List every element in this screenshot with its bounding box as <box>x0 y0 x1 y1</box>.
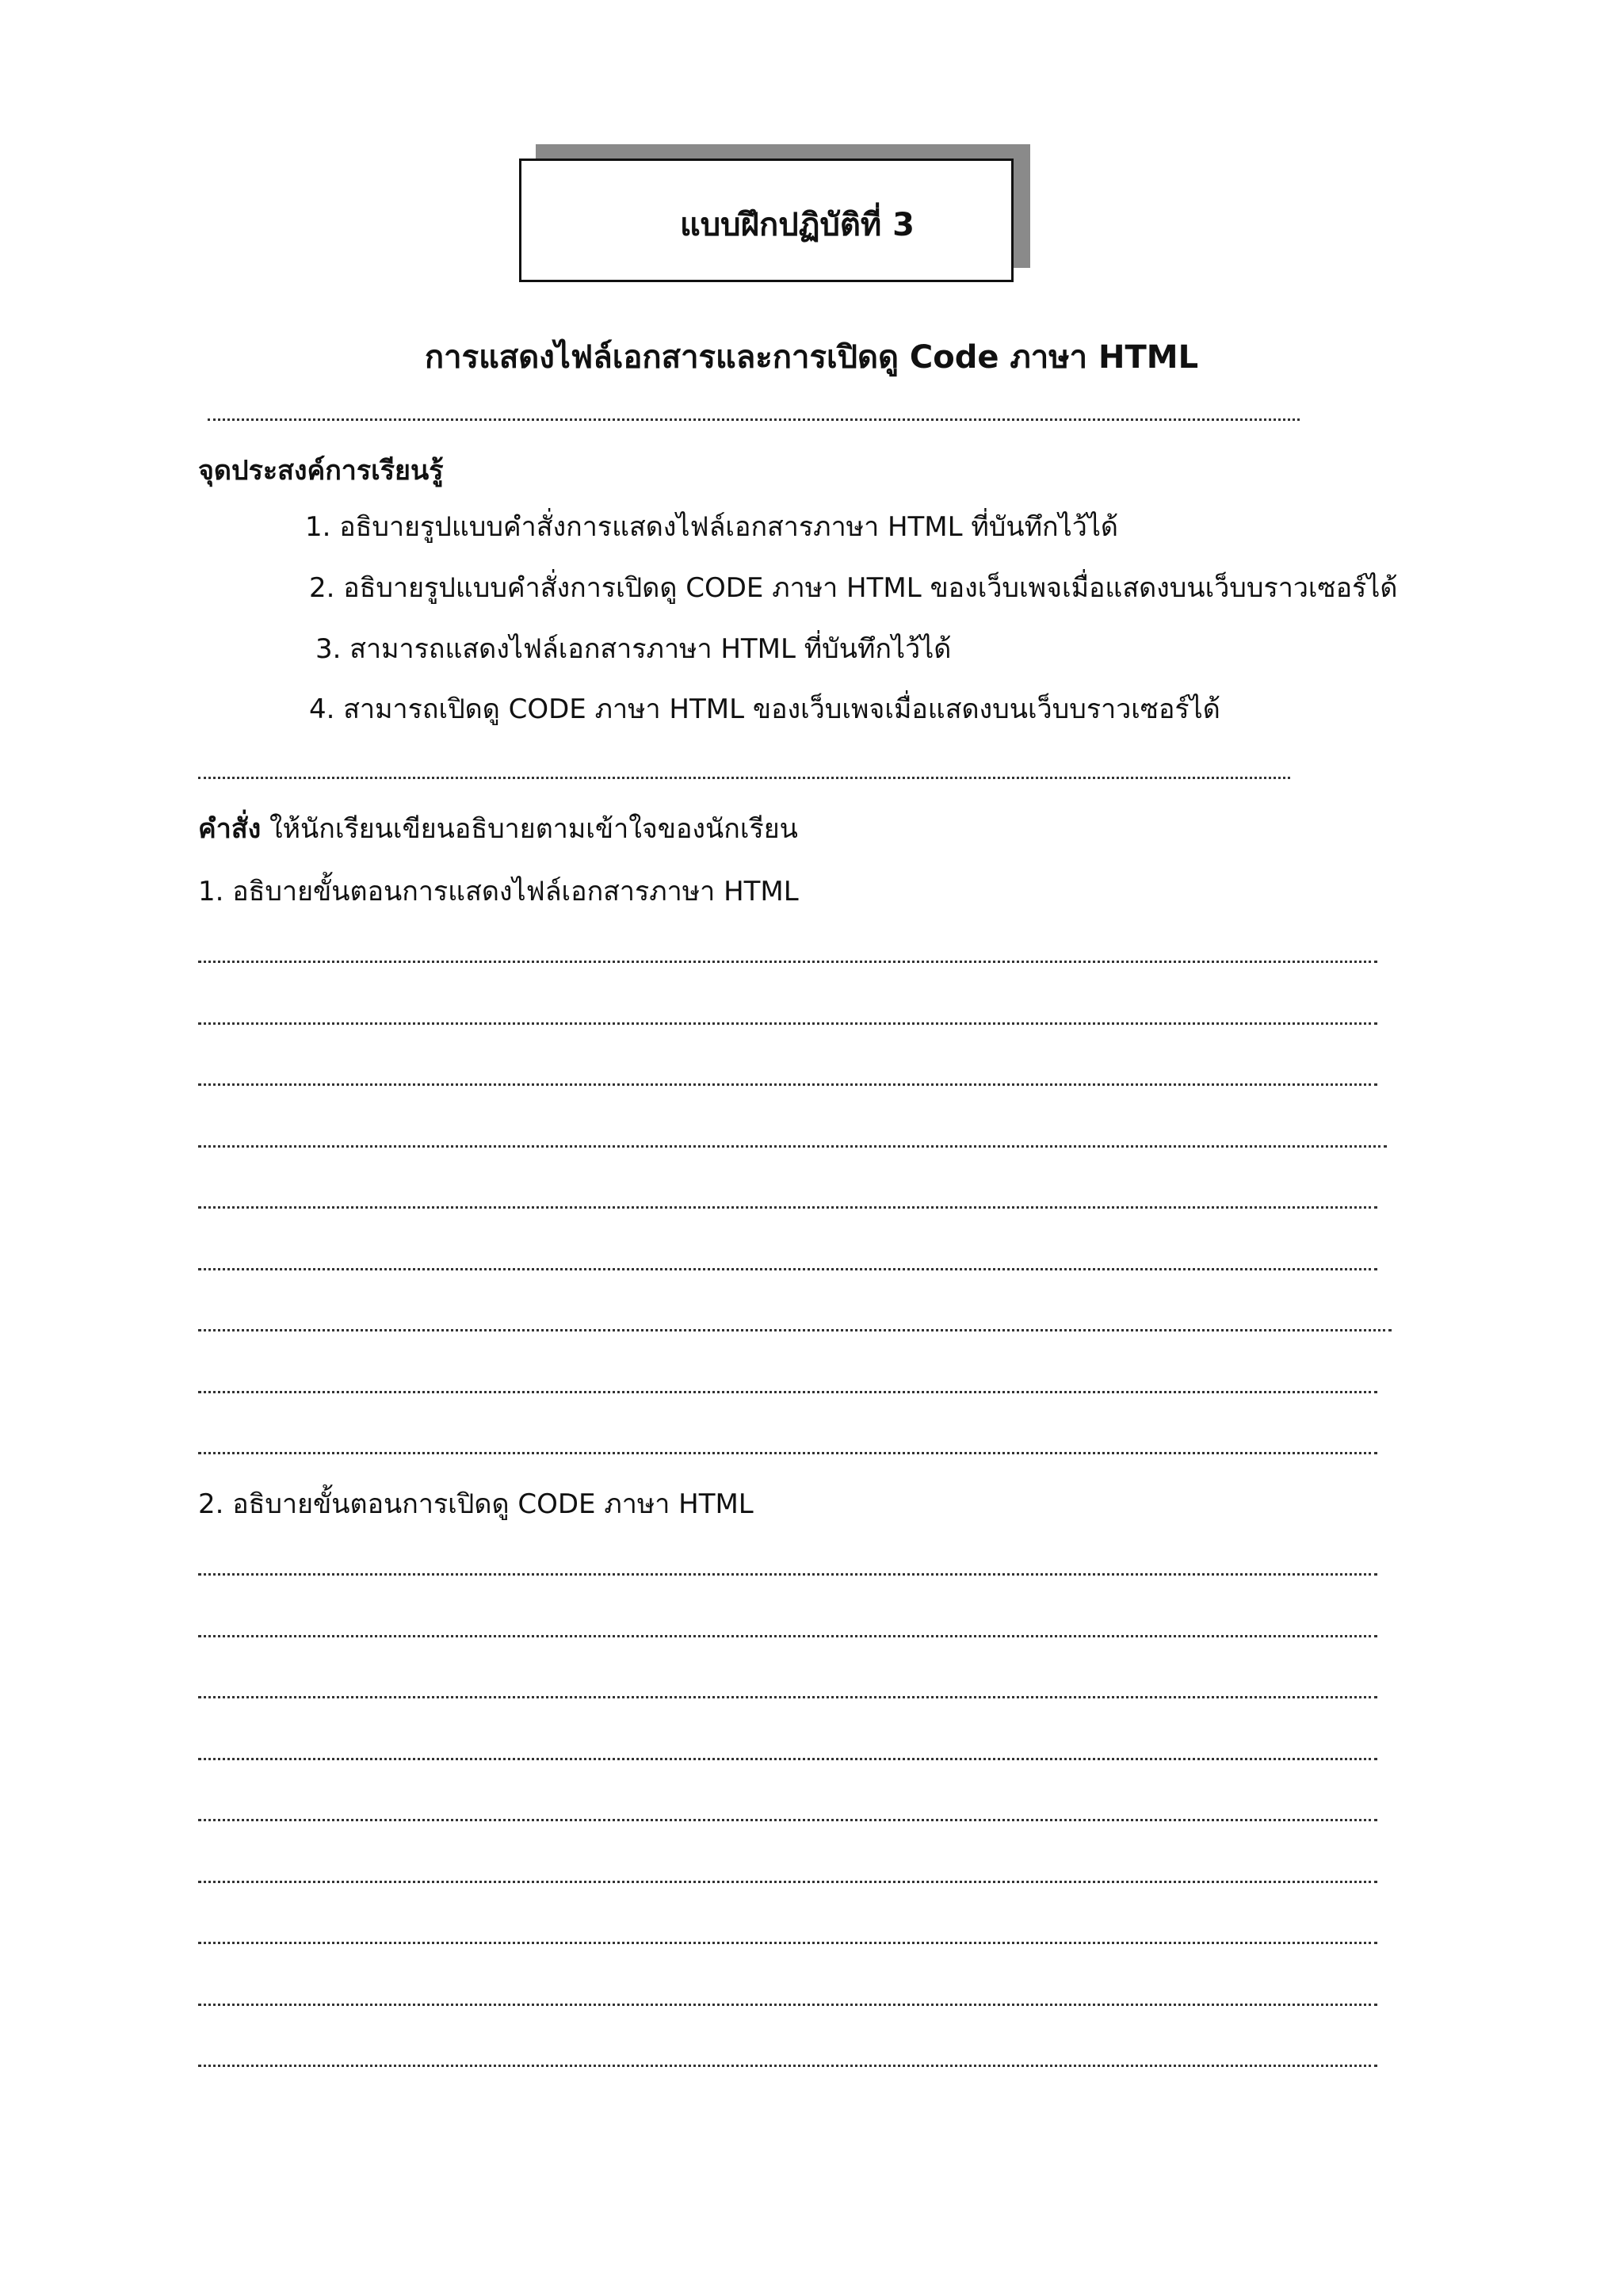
answer-line-q1 <box>198 961 1377 963</box>
answer-line-q2 <box>198 2004 1377 2006</box>
objective-item: 3. สามารถแสดงไฟล์เอกสารภาษา HTML ที่บันทึกไว้ได้ <box>315 633 952 665</box>
answer-line-q1 <box>198 1391 1377 1393</box>
worksheet-title: แบบฝึกปฏิบัติที่ 3 <box>680 207 915 243</box>
objectives-heading: จุดประสงค์การเรียนรู้ <box>198 455 444 487</box>
answer-line-q2 <box>198 1696 1377 1698</box>
answer-line-q2 <box>198 1758 1377 1760</box>
answer-line-q1 <box>198 1083 1377 1086</box>
answer-line-q1 <box>198 1145 1387 1148</box>
answer-line-q2 <box>198 2065 1377 2067</box>
objective-item: 4. สามารถเปิดดู CODE ภาษา HTML ของเว็บเพจเมื่อแสดงบนเว็บบราวเซอร์ได้ <box>309 693 1220 725</box>
answer-line-q1 <box>198 1452 1377 1454</box>
question-1: 1. อธิบายขั้นตอนการแสดงไฟล์เอกสารภาษา HTML <box>198 876 799 907</box>
answer-line-q2 <box>198 1573 1377 1576</box>
answer-line-q1 <box>198 1268 1377 1270</box>
title-box <box>519 159 1014 282</box>
answer-line-q1 <box>198 1206 1377 1209</box>
instruction-text: ให้นักเรียนเขียนอธิบายตามเข้าใจของนักเรียน <box>261 813 798 845</box>
separator-line <box>208 418 1300 421</box>
worksheet-subtitle: การแสดงไฟล์เอกสารและการเปิดดู Code ภาษา HTML <box>424 339 1199 376</box>
objective-item: 2. อธิบายรูปแบบคำสั่งการเปิดดู CODE ภาษา HTML ของเว็บเพจเมื่อแสดงบนเว็บบราวเซอร์ได้ <box>309 572 1398 604</box>
separator-line <box>198 777 1290 779</box>
answer-line-q2 <box>198 1881 1377 1883</box>
instruction <box>198 812 798 846</box>
answer-line-q2 <box>198 1635 1377 1637</box>
instruction-label: คำสั่ง <box>198 813 262 845</box>
question-2: 2. อธิบายขั้นตอนการเปิดดู CODE ภาษา HTML <box>198 1488 754 1520</box>
answer-line-q1 <box>198 1329 1392 1331</box>
objective-item: 1. อธิบายรูปแบบคำสั่งการแสดงไฟล์เอกสารภาษา HTML ที่บันทึกไว้ได้ <box>305 511 1118 543</box>
answer-line-q1 <box>198 1022 1377 1025</box>
answer-line-q2 <box>198 1819 1377 1821</box>
answer-line-q2 <box>198 1942 1377 1944</box>
